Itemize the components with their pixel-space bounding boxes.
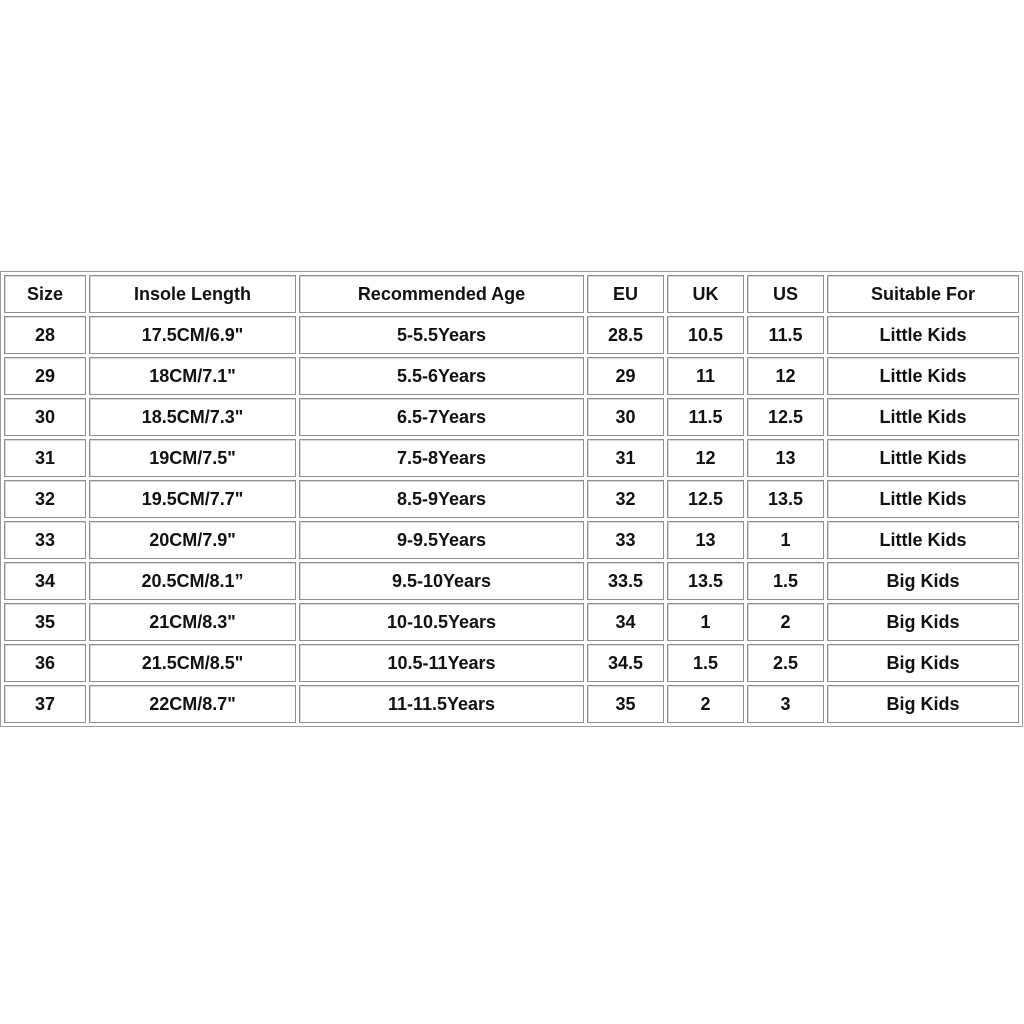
cell-suitable-for: Big Kids bbox=[827, 603, 1019, 641]
cell-size: 35 bbox=[4, 603, 86, 641]
cell-eu: 30 bbox=[587, 398, 664, 436]
cell-recommended-age: 10.5-11Years bbox=[299, 644, 584, 682]
cell-uk: 10.5 bbox=[667, 316, 744, 354]
cell-recommended-age: 5-5.5Years bbox=[299, 316, 584, 354]
cell-us: 13 bbox=[747, 439, 824, 477]
cell-eu: 34 bbox=[587, 603, 664, 641]
cell-recommended-age: 9-9.5Years bbox=[299, 521, 584, 559]
cell-uk: 12.5 bbox=[667, 480, 744, 518]
cell-insole-length: 20CM/7.9" bbox=[89, 521, 296, 559]
cell-recommended-age: 11-11.5Years bbox=[299, 685, 584, 723]
cell-uk: 11.5 bbox=[667, 398, 744, 436]
cell-us: 2.5 bbox=[747, 644, 824, 682]
cell-us: 12 bbox=[747, 357, 824, 395]
cell-recommended-age: 6.5-7Years bbox=[299, 398, 584, 436]
cell-us: 2 bbox=[747, 603, 824, 641]
table-row bbox=[4, 398, 1019, 436]
cell-insole-length: 19.5CM/7.7" bbox=[89, 480, 296, 518]
cell-eu: 35 bbox=[587, 685, 664, 723]
cell-insole-length: 20.5CM/8.1” bbox=[89, 562, 296, 600]
table-row bbox=[4, 480, 1019, 518]
cell-us: 13.5 bbox=[747, 480, 824, 518]
cell-size: 30 bbox=[4, 398, 86, 436]
cell-size: 31 bbox=[4, 439, 86, 477]
cell-size: 33 bbox=[4, 521, 86, 559]
header-eu: EU bbox=[587, 275, 664, 313]
cell-suitable-for: Big Kids bbox=[827, 562, 1019, 600]
cell-insole-length: 17.5CM/6.9" bbox=[89, 316, 296, 354]
header-us: US bbox=[747, 275, 824, 313]
cell-us: 12.5 bbox=[747, 398, 824, 436]
table-row bbox=[4, 685, 1019, 723]
cell-suitable-for: Little Kids bbox=[827, 439, 1019, 477]
table-row bbox=[4, 644, 1019, 682]
cell-recommended-age: 8.5-9Years bbox=[299, 480, 584, 518]
cell-uk: 11 bbox=[667, 357, 744, 395]
cell-suitable-for: Big Kids bbox=[827, 685, 1019, 723]
cell-eu: 29 bbox=[587, 357, 664, 395]
cell-suitable-for: Little Kids bbox=[827, 521, 1019, 559]
cell-insole-length: 18CM/7.1" bbox=[89, 357, 296, 395]
table-header-row bbox=[4, 275, 1019, 313]
cell-suitable-for: Little Kids bbox=[827, 480, 1019, 518]
cell-suitable-for: Little Kids bbox=[827, 357, 1019, 395]
header-insole-length: Insole Length bbox=[89, 275, 296, 313]
table-row bbox=[4, 316, 1019, 354]
table-row bbox=[4, 562, 1019, 600]
table-row bbox=[4, 521, 1019, 559]
table-row bbox=[4, 357, 1019, 395]
cell-uk: 13.5 bbox=[667, 562, 744, 600]
cell-suitable-for: Little Kids bbox=[827, 398, 1019, 436]
cell-size: 29 bbox=[4, 357, 86, 395]
cell-eu: 33.5 bbox=[587, 562, 664, 600]
cell-insole-length: 19CM/7.5" bbox=[89, 439, 296, 477]
cell-size: 36 bbox=[4, 644, 86, 682]
header-uk: UK bbox=[667, 275, 744, 313]
cell-recommended-age: 9.5-10Years bbox=[299, 562, 584, 600]
cell-size: 32 bbox=[4, 480, 86, 518]
cell-size: 28 bbox=[4, 316, 86, 354]
cell-eu: 28.5 bbox=[587, 316, 664, 354]
cell-eu: 31 bbox=[587, 439, 664, 477]
cell-uk: 13 bbox=[667, 521, 744, 559]
cell-suitable-for: Big Kids bbox=[827, 644, 1019, 682]
cell-size: 34 bbox=[4, 562, 86, 600]
header-recommended-age: Recommended Age bbox=[299, 275, 584, 313]
cell-uk: 12 bbox=[667, 439, 744, 477]
cell-insole-length: 21CM/8.3" bbox=[89, 603, 296, 641]
cell-eu: 32 bbox=[587, 480, 664, 518]
header-size: Size bbox=[4, 275, 86, 313]
cell-us: 3 bbox=[747, 685, 824, 723]
cell-recommended-age: 10-10.5Years bbox=[299, 603, 584, 641]
cell-us: 1.5 bbox=[747, 562, 824, 600]
table-row bbox=[4, 439, 1019, 477]
cell-uk: 2 bbox=[667, 685, 744, 723]
cell-insole-length: 21.5CM/8.5" bbox=[89, 644, 296, 682]
cell-uk: 1.5 bbox=[667, 644, 744, 682]
cell-uk: 1 bbox=[667, 603, 744, 641]
size-chart-table bbox=[0, 271, 1023, 727]
cell-recommended-age: 7.5-8Years bbox=[299, 439, 584, 477]
header-suitable-for: Suitable For bbox=[827, 275, 1019, 313]
cell-size: 37 bbox=[4, 685, 86, 723]
cell-recommended-age: 5.5-6Years bbox=[299, 357, 584, 395]
cell-eu: 33 bbox=[587, 521, 664, 559]
cell-eu: 34.5 bbox=[587, 644, 664, 682]
cell-suitable-for: Little Kids bbox=[827, 316, 1019, 354]
cell-insole-length: 18.5CM/7.3" bbox=[89, 398, 296, 436]
cell-us: 11.5 bbox=[747, 316, 824, 354]
cell-us: 1 bbox=[747, 521, 824, 559]
table-row bbox=[4, 603, 1019, 641]
cell-insole-length: 22CM/8.7" bbox=[89, 685, 296, 723]
